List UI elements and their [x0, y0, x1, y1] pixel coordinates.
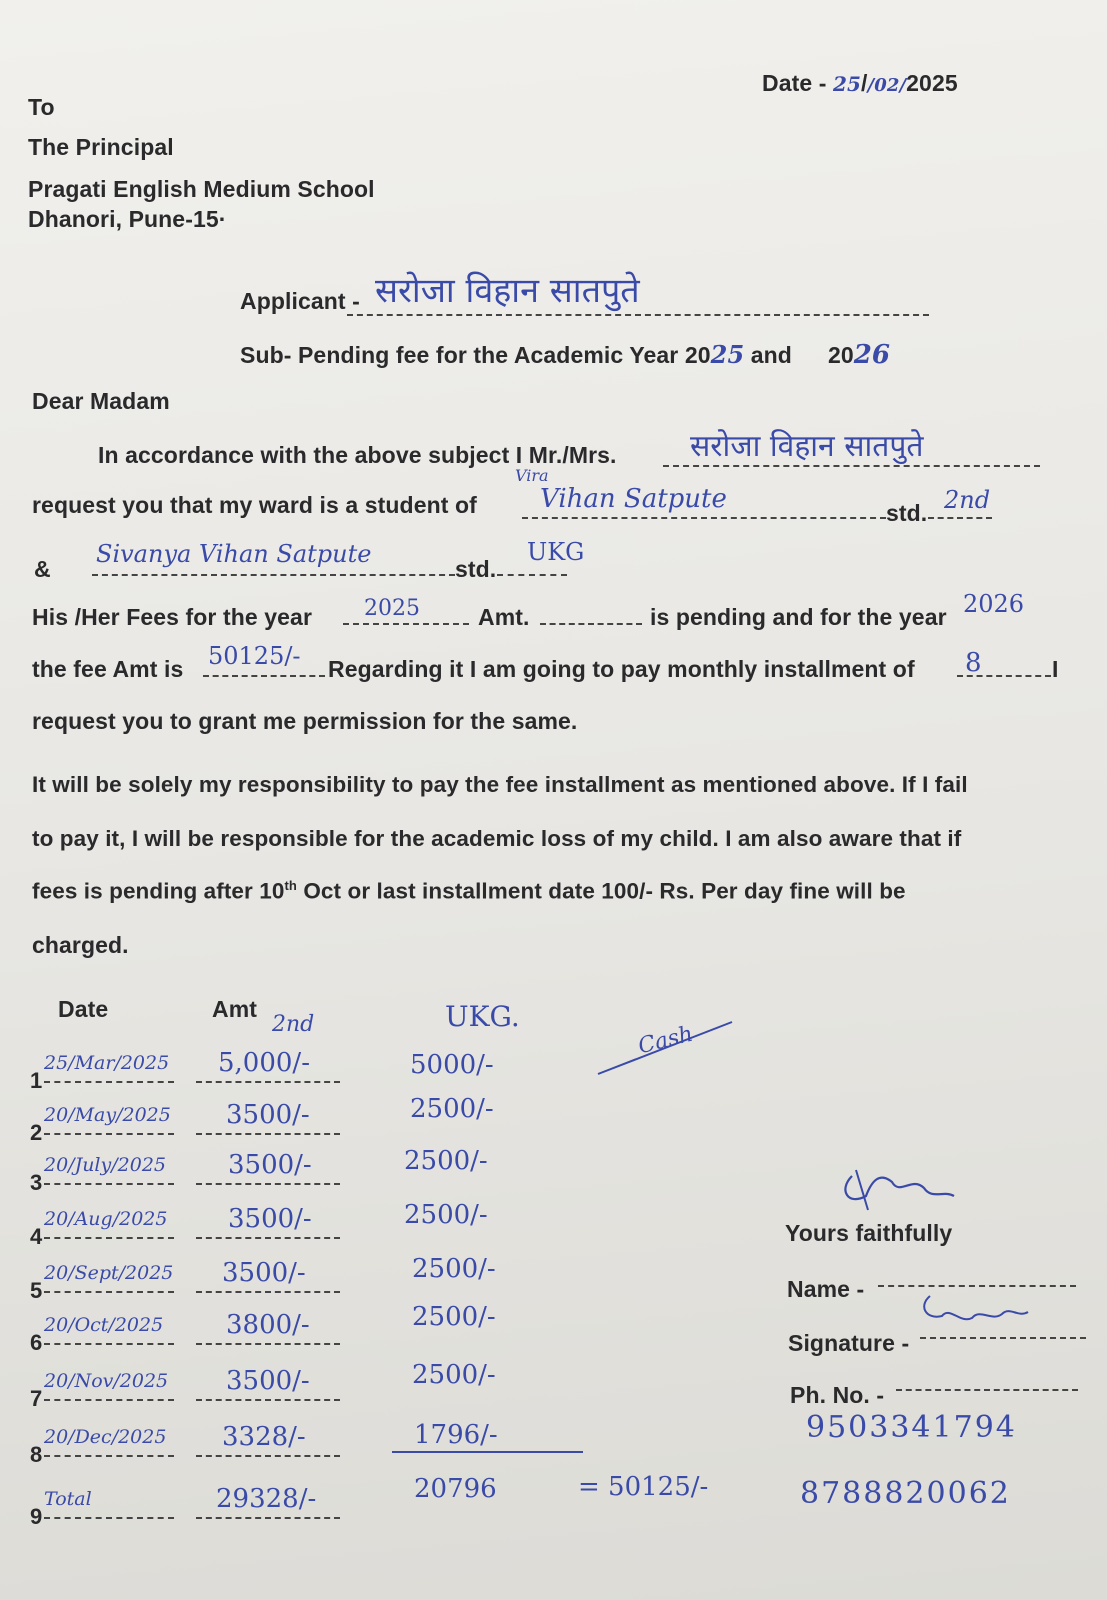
subject-year2: 26	[853, 340, 891, 370]
row-date: 20/Sept/2025	[44, 1262, 174, 1284]
address-to: To	[28, 94, 55, 120]
body-line-2: request you that my ward is a student of	[32, 492, 477, 518]
row-date: 20/Aug/2025	[44, 1208, 168, 1230]
body-line-3-std-value: UKG	[527, 538, 585, 566]
subject-and: and	[744, 342, 792, 368]
body-line-3-amp: &	[34, 556, 51, 582]
row-number: 4	[30, 1224, 43, 1249]
para2-line-3	[32, 878, 906, 905]
body-line-5-blank-a	[203, 674, 325, 677]
para2-line-2: to pay it, I will be responsible for the academic loss of my child. I am also aware that if	[32, 826, 962, 851]
phone-number-2: 8788820062	[800, 1476, 1011, 1511]
row-date-blank	[44, 1454, 174, 1457]
body-line-2-std: std.	[886, 500, 928, 526]
address-location: Dhanori, Pune-15·	[28, 206, 227, 232]
signature-label: Signature -	[788, 1330, 910, 1356]
row-amount-2nd: 29328/-	[216, 1484, 317, 1514]
date-slash: /	[861, 70, 868, 96]
date-year: 2025	[906, 70, 958, 96]
row-amount-blank	[196, 1454, 340, 1457]
row-date-blank	[44, 1080, 174, 1083]
body-line-5-amt: 50125/-	[208, 642, 301, 670]
body-line-4-year2: 2026	[963, 590, 1025, 618]
body-line-2-blank	[522, 516, 886, 519]
row-date-blank	[44, 1182, 174, 1185]
table-head-2nd: 2nd	[272, 1012, 315, 1037]
row-date-blank	[44, 1290, 174, 1293]
name-label: Name -	[787, 1276, 865, 1302]
body-line-4-blank-b	[540, 622, 642, 625]
row-amount-blank	[196, 1342, 340, 1345]
table-head-ukg: UKG.	[445, 1000, 520, 1033]
row-amount-2nd: 3500/-	[226, 1100, 310, 1130]
address-principal: The Principal	[28, 134, 174, 160]
row-date: 20/May/2025	[44, 1104, 171, 1126]
row-number: 3	[30, 1170, 43, 1195]
body-line-5-suffix: I	[1052, 656, 1059, 682]
applicant-label: Applicant -	[240, 288, 360, 314]
row-date: Total	[44, 1488, 92, 1510]
body-line-2-std-value: 2nd	[944, 486, 991, 514]
row-date-blank	[44, 1516, 174, 1519]
cash-note: Cash	[635, 1021, 696, 1060]
date-day: 25	[833, 72, 862, 96]
row-amount-ukg: 2500/-	[410, 1094, 494, 1124]
date-line	[762, 70, 958, 97]
row-number: 9	[30, 1504, 43, 1529]
row-date-blank	[44, 1342, 174, 1345]
phone-label: Ph. No. -	[790, 1382, 885, 1408]
row-amount-ukg: 1796/-	[414, 1420, 498, 1450]
row-amount-blank	[196, 1132, 340, 1135]
phone-number-1: 9503341794	[806, 1410, 1017, 1445]
row-date: 20/Nov/2025	[44, 1370, 169, 1392]
phone-blank	[896, 1388, 1078, 1391]
applicant-name: सरोजा विहान सातपुते	[375, 271, 640, 311]
para2-line-4: charged.	[32, 932, 129, 958]
body-line-1-name: सरोजा विहान सातपुते	[690, 429, 924, 464]
row-amount-2nd: 3800/-	[226, 1310, 310, 1340]
row-amount-2nd: 3500/-	[228, 1204, 312, 1234]
body-line-3-student: Sivanya Vihan Satpute	[96, 540, 372, 568]
table-head-date: Date	[58, 996, 109, 1022]
body-line-4: His /Her Fees for the year	[32, 604, 312, 630]
row-amount-ukg: 2500/-	[404, 1146, 488, 1176]
salutation: Dear Madam	[32, 388, 170, 414]
signature-blank	[920, 1336, 1086, 1339]
row-date: 20/July/2025	[44, 1154, 166, 1176]
row-amount-2nd: 3500/-	[222, 1258, 306, 1288]
row-amount-ukg: 20796	[414, 1474, 497, 1504]
row-number: 5	[30, 1278, 43, 1303]
table-head-amt: Amt	[212, 996, 258, 1022]
grand-total: = 50125/-	[578, 1472, 709, 1502]
subject-year2-prefix: 20	[827, 342, 854, 368]
para2-line-3-a: fees is pending after 10	[32, 878, 285, 904]
row-date: 25/Mar/2025	[44, 1052, 170, 1074]
body-line-2-vira: Vira	[515, 466, 549, 485]
name-blank	[878, 1284, 1076, 1287]
row-date-blank	[44, 1398, 174, 1401]
subject-year1: 25	[710, 340, 745, 369]
row-amount-blank	[196, 1080, 340, 1083]
row-number: 6	[30, 1330, 43, 1355]
body-line-4-blank-a	[343, 622, 469, 625]
row-amount-2nd: 3328/-	[222, 1422, 306, 1452]
row-amount-ukg: 2500/-	[404, 1200, 488, 1230]
date-label: Date -	[762, 70, 833, 96]
body-line-6: request you to grant me permission for the same.	[32, 708, 578, 734]
row-number: 8	[30, 1442, 43, 1467]
row-amount-ukg: 2500/-	[412, 1360, 496, 1390]
body-line-4-pending: is pending and for the year	[650, 604, 947, 630]
row-date: 20/Dec/2025	[44, 1426, 167, 1448]
row-date-blank	[44, 1236, 174, 1239]
body-line-4-year: 2025	[364, 596, 420, 621]
address-school: Pragati English Medium School	[28, 176, 375, 202]
row-amount-blank	[196, 1398, 340, 1401]
row-amount-blank	[196, 1236, 340, 1239]
row-amount-2nd: 3500/-	[226, 1366, 310, 1396]
row-amount-2nd: 3500/-	[228, 1150, 312, 1180]
row-amount-blank	[196, 1516, 340, 1519]
applicant-line	[347, 313, 929, 316]
row-amount-ukg: 5000/-	[410, 1050, 494, 1080]
date-month: /02/	[867, 75, 907, 96]
para2-line-1: It will be solely my responsibility to pay the fee installment as mentioned above. If I fail	[32, 772, 968, 797]
subject-prefix: Sub- Pending fee for the Academic Year 20	[240, 342, 711, 368]
body-line-4-amt: Amt.	[478, 604, 530, 630]
row-number: 2	[30, 1120, 43, 1145]
row-date: 20/Oct/2025	[44, 1314, 164, 1336]
row-number: 1	[30, 1068, 43, 1093]
body-line-2-student: Vihan Satpute	[540, 484, 727, 514]
row-amount-blank	[196, 1290, 340, 1293]
row-amount-ukg: 2500/-	[412, 1254, 496, 1284]
row-amount-ukg: 2500/-	[412, 1302, 496, 1332]
body-line-5: the fee Amt is	[32, 656, 184, 682]
body-line-2-std-blank	[928, 516, 992, 519]
para2-line-3-b: Oct or last installment date 100/- Rs. Per day fine will be	[296, 878, 906, 904]
row-number: 7	[30, 1386, 43, 1411]
row-amount-blank	[196, 1182, 340, 1185]
body-line-1: In accordance with the above subject I Mr./Mrs.	[98, 442, 617, 468]
body-line-3-std: std.	[455, 556, 497, 582]
para2-line-3-sup: th	[284, 878, 297, 893]
body-line-5-inst: 8	[965, 648, 982, 678]
yours-faithfully: Yours faithfully	[785, 1220, 953, 1246]
row-date-blank	[44, 1132, 174, 1135]
subject-line	[240, 340, 890, 370]
body-line-5-mid: Regarding it I am going to pay monthly installment of	[328, 656, 915, 682]
row-amount-2nd: 5,000/-	[218, 1048, 310, 1078]
body-line-3-std-blank	[497, 573, 567, 576]
body-line-3-blank	[92, 573, 455, 576]
